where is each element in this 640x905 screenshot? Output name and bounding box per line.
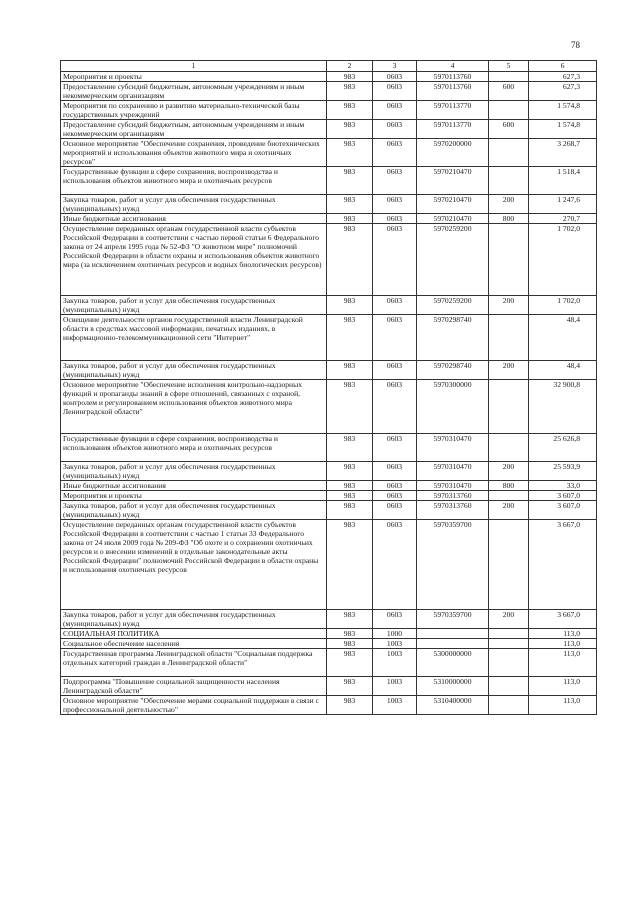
row-admin-code: 983: [327, 649, 373, 677]
row-admin-code: 983: [327, 629, 373, 639]
row-amount: 25 593,9: [529, 462, 597, 481]
table-row: [61, 315, 597, 361]
row-section-code: 0603: [373, 120, 417, 139]
row-target-code: 5970113770: [417, 101, 489, 120]
table-row: [61, 101, 597, 120]
row-expense-type: 200: [489, 296, 529, 315]
row-amount: 32 900,8: [529, 380, 597, 434]
page-number: 78: [571, 40, 580, 50]
row-name: Государственные функции в сфере сохранения, воспроизводства и использования объектов животного мира и охотничьих ресурсов: [61, 434, 327, 462]
row-target-code: 5970313760: [417, 501, 489, 520]
row-target-code: 5300000000: [417, 649, 489, 677]
row-expense-type: [489, 629, 529, 639]
row-target-code: 5970310470: [417, 462, 489, 481]
row-admin-code: 983: [327, 677, 373, 696]
row-admin-code: 983: [327, 491, 373, 501]
row-expense-type: [489, 315, 529, 361]
row-admin-code: 983: [327, 82, 373, 101]
row-section-code: 0603: [373, 610, 417, 629]
table-row: [61, 82, 597, 101]
row-admin-code: 983: [327, 120, 373, 139]
row-target-code: 5970259200: [417, 296, 489, 315]
table-row: [61, 639, 597, 649]
table-row: [61, 195, 597, 214]
row-name: Иные бюджетные ассигнования: [61, 214, 327, 224]
row-name: Предоставление субсидий бюджетным, автономным учреждениям и иным некоммерческим организациям: [61, 82, 327, 101]
row-section-code: 1003: [373, 696, 417, 715]
row-amount: 25 626,8: [529, 434, 597, 462]
row-expense-type: [489, 72, 529, 82]
row-name: Мероприятия по сохранению и развитию материально-технической базы государственных учреждений: [61, 101, 327, 120]
row-target-code: 5970310470: [417, 481, 489, 491]
row-name: Подпрограмма "Повышение социальной защищенности населения Ленинградской области": [61, 677, 327, 696]
row-amount: 1 518,4: [529, 167, 597, 195]
row-admin-code: 983: [327, 481, 373, 491]
row-target-code: [417, 629, 489, 639]
table-row: [61, 120, 597, 139]
row-amount: 270,7: [529, 214, 597, 224]
row-name: Закупка товаров, работ и услуг для обеспечения государственных (муниципальных) нужд: [61, 462, 327, 481]
row-expense-type: [489, 167, 529, 195]
row-name: Закупка товаров, работ и услуг для обеспечения государственных (муниципальных) нужд: [61, 296, 327, 315]
row-target-code: 5970359700: [417, 610, 489, 629]
table-row: [61, 214, 597, 224]
table-row: [61, 491, 597, 501]
row-amount: 1 247,6: [529, 195, 597, 214]
row-section-code: 0603: [373, 101, 417, 120]
row-admin-code: 983: [327, 139, 373, 167]
row-name: Иные бюджетные ассигнования: [61, 481, 327, 491]
row-expense-type: 200: [489, 501, 529, 520]
row-admin-code: 983: [327, 501, 373, 520]
row-section-code: 0603: [373, 520, 417, 610]
row-expense-type: 200: [489, 361, 529, 380]
row-admin-code: 983: [327, 296, 373, 315]
row-expense-type: [489, 101, 529, 120]
row-section-code: 0603: [373, 139, 417, 167]
row-name: Закупка товаров, работ и услуг для обеспечения государственных (муниципальных) нужд: [61, 195, 327, 214]
row-admin-code: 983: [327, 610, 373, 629]
row-section-code: 0603: [373, 491, 417, 501]
row-target-code: 5970113770: [417, 120, 489, 139]
row-target-code: 5970259200: [417, 224, 489, 296]
row-admin-code: 983: [327, 696, 373, 715]
header-col-4: 4: [417, 61, 489, 72]
row-section-code: 0603: [373, 214, 417, 224]
row-target-code: 5970113760: [417, 72, 489, 82]
header-col-5: 5: [489, 61, 529, 72]
header-col-3: 3: [373, 61, 417, 72]
row-admin-code: 983: [327, 361, 373, 380]
row-expense-type: [489, 224, 529, 296]
row-expense-type: [489, 434, 529, 462]
row-amount: 3 667,0: [529, 610, 597, 629]
row-section-code: 0603: [373, 361, 417, 380]
row-amount: 3 667,0: [529, 520, 597, 610]
row-admin-code: 983: [327, 434, 373, 462]
row-expense-type: [489, 380, 529, 434]
row-target-code: 5970310470: [417, 434, 489, 462]
row-section-code: 0603: [373, 82, 417, 101]
row-expense-type: [489, 520, 529, 610]
row-amount: 113,0: [529, 696, 597, 715]
table-row: [61, 610, 597, 629]
row-amount: 48,4: [529, 315, 597, 361]
row-target-code: [417, 639, 489, 649]
row-target-code: 5970210470: [417, 214, 489, 224]
row-name: Государственные функции в сфере сохранения, воспроизводства и использования объектов животного мира и охотничьих ресурсов: [61, 167, 327, 195]
row-expense-type: 200: [489, 195, 529, 214]
row-name: Закупка товаров, работ и услуг для обеспечения государственных (муниципальных) нужд: [61, 361, 327, 380]
row-section-code: 0603: [373, 296, 417, 315]
row-amount: 627,3: [529, 82, 597, 101]
row-expense-type: [489, 139, 529, 167]
row-amount: 3 268,7: [529, 139, 597, 167]
row-target-code: 5310000000: [417, 677, 489, 696]
row-amount: 113,0: [529, 677, 597, 696]
header-col-1: 1: [61, 61, 327, 72]
row-admin-code: 983: [327, 195, 373, 214]
row-section-code: 0603: [373, 195, 417, 214]
row-expense-type: [489, 639, 529, 649]
row-admin-code: 983: [327, 224, 373, 296]
row-section-code: 0603: [373, 501, 417, 520]
table-row: [61, 224, 597, 296]
row-amount: 3 607,0: [529, 501, 597, 520]
row-name: Освещение деятельности органов государственной власти Ленинградской области в средствах массовой информации, печатных изданиях, в информационно-телекоммуникационной сети "Интернет": [61, 315, 327, 361]
row-name: Мероприятия и проекты: [61, 491, 327, 501]
row-expense-type: [489, 649, 529, 677]
row-name: Основное мероприятие "Обеспечение мерами социальной поддержки в связи с профессиональной деятельностью": [61, 696, 327, 715]
row-name: Закупка товаров, работ и услуг для обеспечения государственных (муниципальных) нужд: [61, 610, 327, 629]
row-admin-code: 983: [327, 315, 373, 361]
row-admin-code: 983: [327, 101, 373, 120]
row-admin-code: 983: [327, 520, 373, 610]
row-expense-type: 200: [489, 610, 529, 629]
table-row: [61, 677, 597, 696]
row-admin-code: 983: [327, 72, 373, 82]
table-row: [61, 72, 597, 82]
row-name: Закупка товаров, работ и услуг для обеспечения государственных (муниципальных) нужд: [61, 501, 327, 520]
row-section-code: 0603: [373, 462, 417, 481]
table-header-row: [61, 61, 597, 72]
row-section-code: 0603: [373, 380, 417, 434]
row-target-code: 5970298740: [417, 315, 489, 361]
row-expense-type: [489, 491, 529, 501]
header-col-2: 2: [327, 61, 373, 72]
row-expense-type: 800: [489, 214, 529, 224]
row-name: Основное мероприятие "Обеспечение исполнения контрольно-надзорных функций и пропаганды знаний в сфере отношений, связанных с охраной, контролем и регулированием использования объектов животного мира Ленинградской области": [61, 380, 327, 434]
row-section-code: 1003: [373, 639, 417, 649]
table-row: [61, 629, 597, 639]
row-expense-type: [489, 696, 529, 715]
row-admin-code: 983: [327, 462, 373, 481]
row-section-code: 0603: [373, 315, 417, 361]
row-amount: 1 574,8: [529, 101, 597, 120]
row-section-code: 1000: [373, 629, 417, 639]
row-target-code: 5970313760: [417, 491, 489, 501]
row-amount: 48,4: [529, 361, 597, 380]
row-section-code: 0603: [373, 224, 417, 296]
row-amount: 627,3: [529, 72, 597, 82]
table-row: [61, 380, 597, 434]
row-section-code: 1003: [373, 677, 417, 696]
table-row: [61, 296, 597, 315]
row-target-code: 5310400000: [417, 696, 489, 715]
row-expense-type: 800: [489, 481, 529, 491]
table-row: [61, 520, 597, 610]
row-expense-type: [489, 677, 529, 696]
row-section-code: 0603: [373, 167, 417, 195]
row-amount: 113,0: [529, 629, 597, 639]
table-row: [61, 434, 597, 462]
row-admin-code: 983: [327, 380, 373, 434]
row-name: Предоставление субсидий бюджетным, автономным учреждениям и иным некоммерческим организациям: [61, 120, 327, 139]
row-target-code: 5970113760: [417, 82, 489, 101]
row-section-code: 0603: [373, 434, 417, 462]
table-row: [61, 139, 597, 167]
row-amount: 1 702,0: [529, 224, 597, 296]
row-amount: 113,0: [529, 639, 597, 649]
table-row: [61, 462, 597, 481]
row-admin-code: 983: [327, 214, 373, 224]
row-section-code: 0603: [373, 481, 417, 491]
row-expense-type: 600: [489, 120, 529, 139]
table-row: [61, 649, 597, 677]
row-expense-type: 600: [489, 82, 529, 101]
row-amount: 1 574,8: [529, 120, 597, 139]
row-section-code: 0603: [373, 72, 417, 82]
table-row: [61, 501, 597, 520]
row-target-code: 5970200000: [417, 139, 489, 167]
row-amount: 3 607,0: [529, 491, 597, 501]
row-amount: 33,0: [529, 481, 597, 491]
row-name: Осуществление переданных органам государственной власти субъектов Российской Федерации в соответствии с частью первой статьи 6 Федерального закона от 24 апреля 1995 года № 52-ФЗ "О животном мире" полномочий Российской Федерации в области охраны и использования объектов животного мира (за исключением охотничьих ресурсов и водных биологических ресурсов): [61, 224, 327, 296]
row-target-code: 5970210470: [417, 167, 489, 195]
row-expense-type: 200: [489, 462, 529, 481]
table-row: [61, 481, 597, 491]
row-name: Основное мероприятие "Обеспечение сохранения, проведение биотехнических мероприятий и использования объектов животного мира и охотничьих ресурсов": [61, 139, 327, 167]
row-name: Мероприятия и проекты: [61, 72, 327, 82]
row-target-code: 5970359700: [417, 520, 489, 610]
row-admin-code: 983: [327, 167, 373, 195]
table-row: [61, 167, 597, 195]
row-target-code: 5970210470: [417, 195, 489, 214]
row-section-code: 1003: [373, 649, 417, 677]
row-target-code: 5970300000: [417, 380, 489, 434]
row-name: Государственная программа Ленинградской области "Социальная поддержка отдельных категорий граждан в Ленинградской области": [61, 649, 327, 677]
row-name: Осуществление переданных органам государственной власти субъектов Российской Федерации в соответствии с частью 1 статьи 33 Федерального закона от 24 июля 2009 года № 209-ФЗ "Об охоте и о сохранении охотничьих ресурсов и о внесении изменений в отдельные законодательные акты Российской Федерации" полномочий Российской Федерации в области охраны и использования охотничьих ресурсов: [61, 520, 327, 610]
table-row: [61, 361, 597, 380]
header-col-6: 6: [529, 61, 597, 72]
row-amount: 113,0: [529, 649, 597, 677]
row-admin-code: 983: [327, 639, 373, 649]
table-row: [61, 696, 597, 715]
budget-table: [60, 60, 597, 715]
row-name: СОЦИАЛЬНАЯ ПОЛИТИКА: [61, 629, 327, 639]
row-name: Социальное обеспечение населения: [61, 639, 327, 649]
row-amount: 1 702,0: [529, 296, 597, 315]
row-target-code: 5970298740: [417, 361, 489, 380]
